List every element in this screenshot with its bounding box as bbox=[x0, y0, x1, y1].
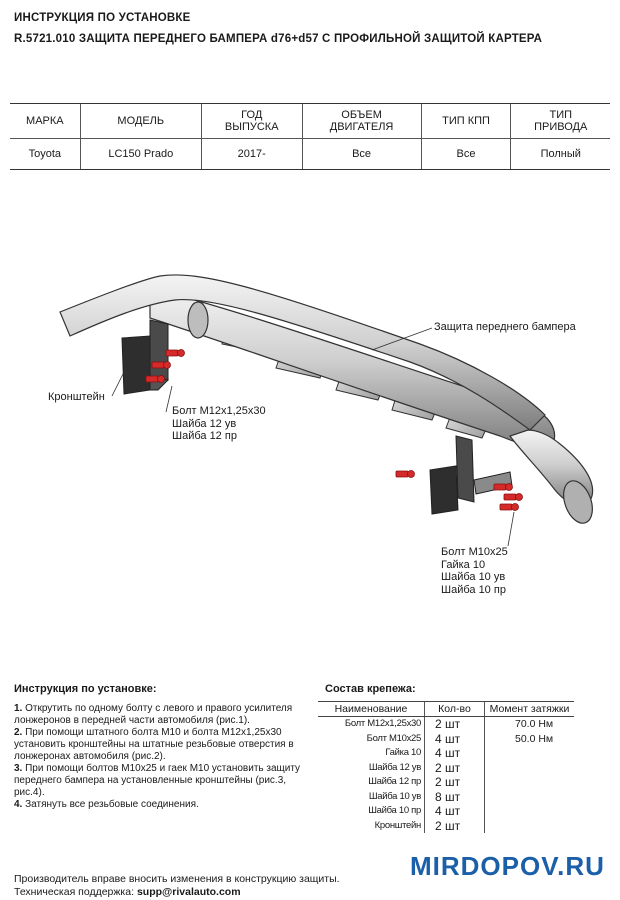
instruction-step: 1. Открутить по одному болту с левого и правого усилителя лонжеронов в передней части автомобиля (рис.1). bbox=[14, 703, 293, 726]
col-drive: ТИП ПРИВОДА bbox=[511, 104, 610, 139]
val-brand: Toyota bbox=[28, 148, 62, 160]
kit-col-qty: Кол-во bbox=[425, 702, 485, 717]
table-row: Кронштейн 2 шт bbox=[318, 819, 574, 834]
table-row: Шайба 10 ув 8 шт bbox=[318, 790, 574, 805]
right-bracket bbox=[430, 436, 512, 514]
col-engine: ОБЪЕМ ДВИГАТЕЛЯ bbox=[302, 104, 421, 139]
product-title: R.5721.010 ЗАЩИТА ПЕРЕДНЕГО БАМПЕРА d76+d57 С ПРОФИЛЬНОЙ ЗАЩИТОЙ КАРТЕРА bbox=[14, 33, 543, 45]
table-row: Болт М10х25 4 шт 50.0 Нм bbox=[318, 732, 574, 747]
divider bbox=[10, 169, 610, 170]
table-row: Шайба 12 ув 2 шт bbox=[318, 761, 574, 776]
disclaimer: Производитель вправе вносить изменения в конструкцию защиты. bbox=[14, 873, 340, 885]
kit-header-row bbox=[318, 702, 574, 717]
instructions-list bbox=[14, 703, 314, 811]
support-line bbox=[14, 886, 241, 898]
val-model: LC150 Prado bbox=[80, 139, 201, 170]
left-bracket bbox=[122, 320, 168, 394]
val-drive: Полный bbox=[511, 139, 610, 170]
kit-title: Состав крепежа: bbox=[325, 683, 416, 695]
vehicle-spec-table bbox=[10, 104, 610, 169]
col-gearbox: ТИП КПП bbox=[421, 104, 511, 139]
table-row: Шайба 12 пр 2 шт bbox=[318, 775, 574, 790]
kit-col-torque: Момент затяжки bbox=[485, 702, 575, 717]
instruction-step: 3. При помощи болтов М10х25 и гаек М10 установить защиту переднего бампера на установленные кронштейны (рис.3, рис.4). bbox=[14, 763, 301, 798]
support-email-link[interactable]: supp@rivalauto.com bbox=[136, 886, 241, 898]
kit-table bbox=[318, 701, 574, 833]
col-brand: МАРКА bbox=[10, 104, 80, 139]
label-bracket: Кронштейн bbox=[48, 391, 105, 403]
col-year: ГОД ВЫПУСКА bbox=[201, 104, 302, 139]
table-row: Шайба 10 пр 4 шт bbox=[318, 804, 574, 819]
doc-title: ИНСТРУКЦИЯ ПО УСТАНОВКЕ bbox=[14, 12, 191, 24]
table-row: Болт М12х1,25х30 2 шт 70.0 Нм bbox=[318, 717, 574, 732]
col-model: МОДЕЛЬ bbox=[80, 104, 201, 139]
val-engine: Все bbox=[302, 139, 421, 170]
instruction-step: 2. При помощи штатного болта М10 и болта М12х1,25х30 установить кронштейны на штатные резьбовые отверстия в лонжеронах автомобиля (рис.2). bbox=[14, 727, 294, 762]
bumper-diagram bbox=[0, 240, 620, 620]
instruction-step: 4. Затянуть все резьбовые соединения. bbox=[14, 799, 199, 810]
spec-header-row bbox=[10, 104, 610, 139]
instructions-title: Инструкция по установке: bbox=[14, 683, 157, 695]
val-gearbox: Все bbox=[421, 139, 511, 170]
watermark: MIRDOPOV.RU bbox=[410, 851, 605, 881]
support-label: Техническая поддержка: bbox=[14, 886, 137, 898]
table-row: Гайка 10 4 шт bbox=[318, 746, 574, 761]
label-left-bolts: Болт М12х1,25х30 Шайба 12 ув Шайба 12 пр bbox=[172, 405, 266, 442]
left-tube-cap bbox=[188, 302, 208, 338]
label-bumper: Защита переднего бампера bbox=[434, 321, 576, 333]
val-year: 2017- bbox=[201, 139, 302, 170]
kit-col-name: Наименование bbox=[318, 702, 425, 717]
spec-value-row bbox=[10, 139, 610, 170]
label-right-bolts: Болт М10х25 Гайка 10 Шайба 10 ув Шайба 10 пр bbox=[441, 546, 508, 596]
